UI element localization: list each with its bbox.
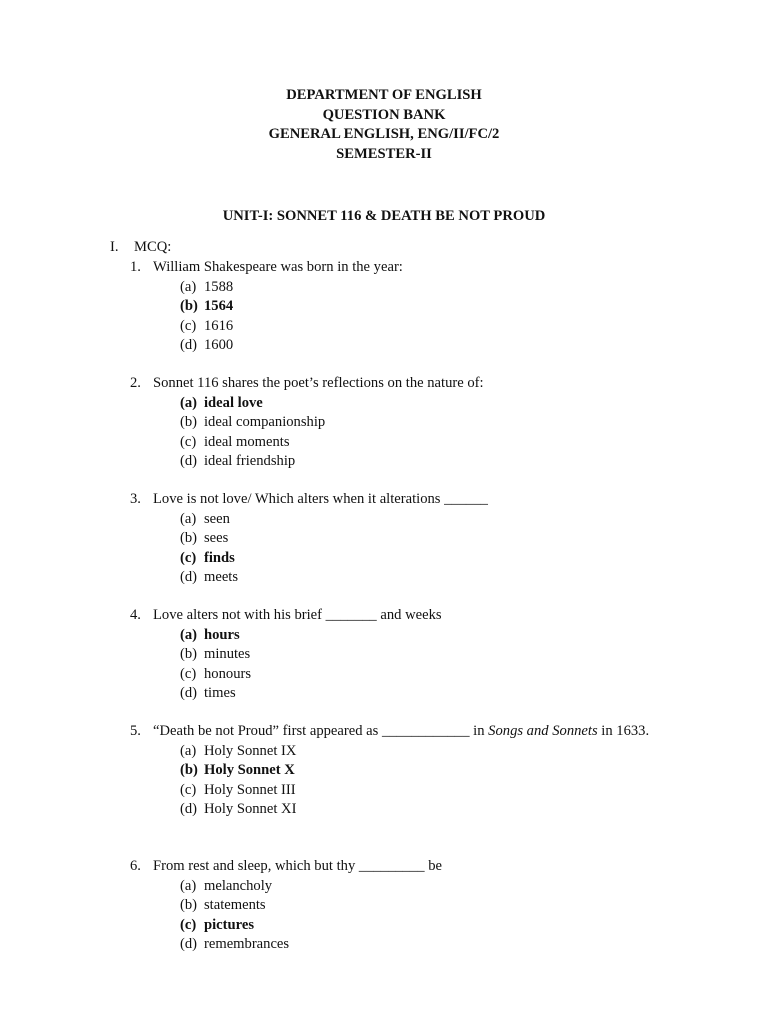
option-text: Holy Sonnet X xyxy=(204,762,295,779)
option-letter: (b) xyxy=(180,530,198,547)
section-heading xyxy=(110,238,171,258)
option-d xyxy=(180,935,675,955)
section-number: I. xyxy=(110,239,119,255)
option-text: ideal moments xyxy=(204,433,290,450)
section-label: MCQ: xyxy=(134,239,172,255)
question-text: Sonnet 116 shares the poet’s reflections on the nature of: xyxy=(153,375,484,391)
option-a-correct xyxy=(180,394,675,414)
option-list xyxy=(130,394,675,472)
option-letter: (d) xyxy=(180,453,198,470)
question-text: From rest and sleep, which but thy _________ be xyxy=(153,858,442,874)
option-text: ideal companionship xyxy=(204,414,326,431)
option-text: sees xyxy=(204,530,229,547)
question-text: William Shakespeare was born in the year: xyxy=(153,259,403,275)
option-letter: (d) xyxy=(180,801,198,818)
option-letter: (c) xyxy=(180,665,197,682)
option-c-correct xyxy=(180,916,675,936)
option-list xyxy=(130,742,675,820)
option-letter: (c) xyxy=(180,549,197,566)
option-letter: (c) xyxy=(180,317,197,334)
option-a xyxy=(180,877,675,897)
option-text: 1600 xyxy=(204,337,234,354)
option-text: honours xyxy=(204,665,252,682)
option-d xyxy=(180,336,675,356)
option-text: meets xyxy=(204,569,239,586)
option-text: 1588 xyxy=(204,278,234,295)
option-text: ideal love xyxy=(204,394,263,411)
option-text: hours xyxy=(204,626,240,643)
option-c xyxy=(180,317,675,337)
option-letter: (a) xyxy=(180,510,197,527)
option-b xyxy=(180,529,675,549)
option-a xyxy=(180,510,675,530)
question-6 xyxy=(130,857,675,955)
option-letter: (b) xyxy=(180,897,198,914)
option-d xyxy=(180,684,675,704)
option-text: Holy Sonnet XI xyxy=(204,801,297,818)
option-list xyxy=(130,626,675,704)
option-letter: (b) xyxy=(180,298,198,315)
option-text: Holy Sonnet IX xyxy=(204,742,297,759)
question-text: Love is not love/ Which alters when it alterations ______ xyxy=(153,491,488,507)
option-letter: (b) xyxy=(180,414,198,431)
question-number: 1. xyxy=(130,259,141,275)
option-b-correct xyxy=(180,297,675,317)
document-header xyxy=(0,86,768,164)
question-5 xyxy=(130,722,675,820)
option-letter: (d) xyxy=(180,936,198,953)
option-text: 1616 xyxy=(204,317,234,334)
option-d xyxy=(180,452,675,472)
option-letter: (a) xyxy=(180,626,198,643)
option-letter: (a) xyxy=(180,877,197,894)
option-letter: (c) xyxy=(180,916,197,933)
option-list xyxy=(130,510,675,588)
option-a xyxy=(180,742,675,762)
option-text: times xyxy=(204,685,236,702)
option-text: finds xyxy=(204,549,235,566)
option-c xyxy=(180,433,675,453)
option-text: Holy Sonnet III xyxy=(204,781,296,798)
option-d xyxy=(180,568,675,588)
work-title: Songs and Sonnets xyxy=(488,723,598,739)
question-number: 4. xyxy=(130,607,141,623)
question-number: 2. xyxy=(130,375,141,391)
option-letter: (b) xyxy=(180,762,198,779)
question-1 xyxy=(130,258,675,356)
question-2 xyxy=(130,374,675,472)
option-d xyxy=(180,800,675,820)
department-title: DEPARTMENT OF ENGLISH xyxy=(286,87,482,103)
option-text: melancholy xyxy=(204,877,273,894)
option-c-correct xyxy=(180,549,675,569)
semester-label: SEMESTER-II xyxy=(336,145,432,162)
option-text: pictures xyxy=(204,916,254,933)
option-text: remembrances xyxy=(204,936,290,953)
question-text-start: “Death be not Proud” first appeared as ____________ in xyxy=(153,723,489,739)
option-text: ideal friendship xyxy=(204,453,296,470)
option-b xyxy=(180,645,675,665)
question-number: 6. xyxy=(130,858,141,874)
option-letter: (a) xyxy=(180,394,198,411)
question-4 xyxy=(130,606,675,704)
question-number: 3. xyxy=(130,491,141,507)
question-text xyxy=(153,722,675,742)
question-text: Love alters not with his brief _______ and weeks xyxy=(153,607,442,623)
question-text-end: in 1633. xyxy=(597,723,650,739)
option-list xyxy=(130,877,675,955)
option-text: seen xyxy=(204,510,230,527)
option-c xyxy=(180,665,675,685)
course-title: GENERAL ENGLISH, ENG/II/FC/2 xyxy=(268,126,500,143)
option-b-correct xyxy=(180,761,675,781)
option-letter: (d) xyxy=(180,337,198,354)
option-text: 1564 xyxy=(204,298,234,315)
option-b xyxy=(180,413,675,433)
option-c xyxy=(180,781,675,801)
option-letter: (c) xyxy=(180,433,197,450)
option-a xyxy=(180,278,675,298)
unit-title: UNIT-I: SONNET 116 & DEATH BE NOT PROUD xyxy=(222,208,546,224)
option-letter: (a) xyxy=(180,278,197,295)
option-letter: (d) xyxy=(180,685,198,702)
option-a-correct xyxy=(180,626,675,646)
option-text: statements xyxy=(204,897,266,914)
option-text: minutes xyxy=(204,646,251,663)
option-letter: (a) xyxy=(180,742,197,759)
option-list xyxy=(130,278,675,356)
option-letter: (d) xyxy=(180,569,198,586)
option-letter: (b) xyxy=(180,646,198,663)
option-b xyxy=(180,896,675,916)
document-type: QUESTION BANK xyxy=(322,106,446,123)
question-number: 5. xyxy=(130,723,141,739)
question-3 xyxy=(130,490,675,588)
option-letter: (c) xyxy=(180,781,197,798)
